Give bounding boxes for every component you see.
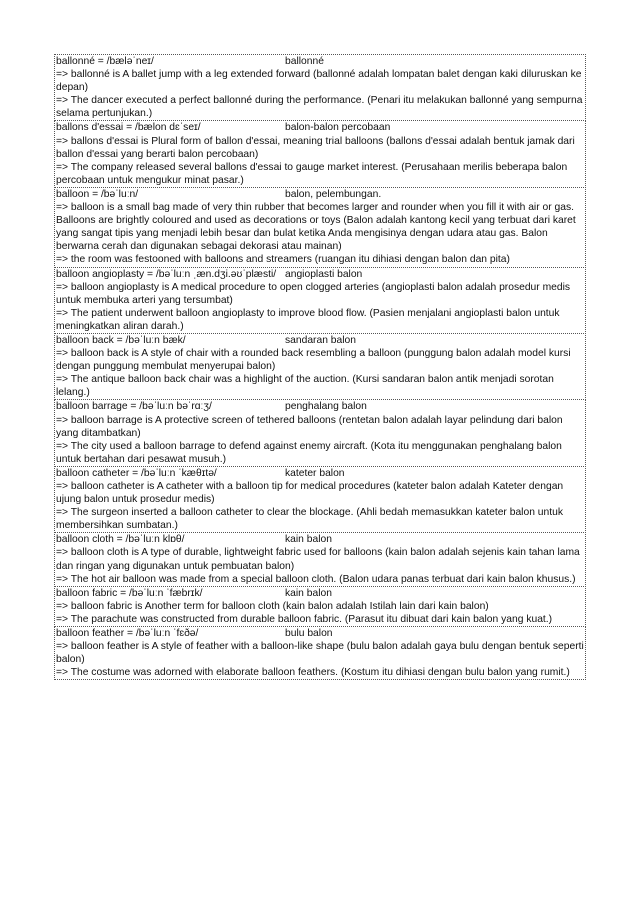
example-text: => The costume was adorned with elaborate balloon feathers. (Kostum itu dihiasi dengan bulu balon yang rumit.): [56, 667, 570, 679]
indonesian-translation: angioplasti balon: [285, 268, 363, 280]
headword-pronunciation: balloon back = /bəˈluːn bæk/: [56, 334, 186, 346]
dictionary-entry: [54, 267, 586, 334]
headword-pronunciation: ballons d'essai = /bælon dɛˈseɪ/: [56, 122, 201, 134]
dictionary-entry: [54, 399, 586, 466]
headword-pronunciation: ballonné = /bæləˈneɪ/: [56, 56, 154, 67]
indonesian-translation: ballonné: [285, 56, 324, 67]
example-text: => The dancer executed a perfect ballonné during the performance. (Penari itu melakukan ballonné yang sempurna selama pertunjukan.): [56, 95, 583, 120]
definition-text: => ballons d'essai is Plural form of ballon d'essai, meaning trial balloons (ballons d'essai adalah bentuk jamak dari ballon d'essai yang berarti balon percobaan): [56, 135, 575, 160]
entry-header: [56, 467, 585, 480]
example-text: => The company released several ballons d'essai to gauge market interest. (Perusahaan merilis beberapa balon percobaan untuk mengukur minat pasar.): [56, 161, 568, 186]
indonesian-translation: kain balon: [285, 587, 332, 599]
indonesian-translation: kain balon: [285, 534, 332, 546]
definition-text: => balloon barrage is A protective screen of tethered balloons (rentetan balon adalah layar pelindung dari balon yang ditambatkan): [56, 414, 563, 439]
entry-header: [56, 587, 585, 600]
dictionary-entry: [54, 187, 586, 268]
entry-header: [56, 268, 585, 281]
example-text: => The surgeon inserted a balloon catheter to clear the blockage. (Ahli bedah memasukkan kateter balon untuk membersihkan sumbatan.): [56, 507, 563, 532]
definition-text: => balloon cloth is A type of durable, lightweight fabric used for balloons (kain balon adalah sejenis kain tahan lama dan ringan yang digunakan untuk pembuatan balon): [56, 547, 580, 572]
dictionary-entry: [54, 626, 586, 680]
headword-pronunciation: balloon feather = /bəˈluːn ˈfɛðə/: [56, 628, 199, 640]
indonesian-translation: penghalang balon: [285, 401, 367, 413]
headword-pronunciation: balloon angioplasty = /bəˈluːn ˌæn.dʒi.əʊˈplæsti/: [56, 268, 277, 280]
definition-text: => balloon is a small bag made of very thin rubber that becomes larger and rounder when you fill it with air or gas. Balloons are brightly coloured and used as decorations or toys (Balon adalah kantong kecil yang terbuat dari karet yang sangat tipis yang menjadi lebih besar dan bulat ketika Anda mengisinya dengan udara atau gas. Balon berwarna cerah dan digunakan sebagai dekorasi atau mainan): [56, 202, 576, 253]
example-text: => The parachute was constructed from durable balloon fabric. (Parasut itu dibuat dari kain balon yang kuat.): [56, 613, 553, 625]
definition-text: => balloon back is A style of chair with a rounded back resembling a balloon (punggung balon adalah model kursi dengan punggung membulat menyerupai balon): [56, 348, 571, 373]
example-text: => The antique balloon back chair was a highlight of the auction. (Kursi sandaran balon antik menjadi sorotan lelang.): [56, 374, 554, 399]
example-text: => The city used a balloon barrage to defend against enemy aircraft. (Kota itu menggunakan penghalang balon untuk bertahan dari pesawat musuh.): [56, 440, 562, 465]
dictionary-entry: [54, 532, 586, 586]
indonesian-translation: balon, pelembungan.: [285, 188, 382, 200]
indonesian-translation: kateter balon: [285, 467, 345, 479]
definition-text: => ballonné is A ballet jump with a leg extended forward (ballonné adalah lompatan balet dengan kaki diluruskan ke depan): [56, 69, 582, 94]
entry-header: [56, 400, 585, 413]
definition-text: => balloon feather is A style of feather with a balloon-like shape (bulu balon adalah gaya bulu dengan bentuk seperti balon): [56, 641, 584, 666]
dictionary-entry: [54, 54, 586, 121]
headword-pronunciation: balloon cloth = /bəˈluːn klɒθ/: [56, 534, 185, 546]
entry-header: [56, 334, 585, 347]
definition-text: => balloon angioplasty is A medical procedure to open clogged arteries (angioplasti balon adalah prosedur medis untuk membuka arteri yang tersumbat): [56, 281, 571, 306]
indonesian-translation: sandaran balon: [285, 334, 356, 346]
example-text: => The hot air balloon was made from a special balloon cloth. (Balon udara panas terbuat dari kain balon khusus.): [56, 573, 576, 585]
example-text: => The patient underwent balloon angioplasty to improve blood flow. (Pasien menjalani angioplasti balon untuk meningkatkan aliran darah.): [56, 307, 560, 332]
indonesian-translation: bulu balon: [285, 628, 333, 640]
dictionary-entry: [54, 586, 586, 627]
headword-pronunciation: balloon = /bəˈluːn/: [56, 188, 139, 200]
entry-header: [56, 533, 585, 546]
headword-pronunciation: balloon catheter = /bəˈluːn ˈkæθɪtə/: [56, 467, 217, 479]
entry-header: [56, 188, 585, 201]
definition-text: => balloon catheter is A catheter with a balloon tip for medical procedures (kateter balon adalah Kateter dengan ujung balon untuk prosedur medis): [56, 481, 564, 506]
entry-header: [56, 55, 585, 68]
example-text: => the room was festooned with balloons and streamers (ruangan itu dihiasi dengan balon dan pita): [56, 254, 510, 266]
dictionary-entry: [54, 120, 586, 187]
dictionary-entry: [54, 333, 586, 400]
entry-header: [56, 627, 585, 640]
dictionary-document: [54, 55, 586, 680]
headword-pronunciation: balloon barrage = /bəˈluːn bəˈrɑːʒ/: [56, 401, 212, 413]
headword-pronunciation: balloon fabric = /bəˈluːn ˈfæbrɪk/: [56, 587, 203, 599]
indonesian-translation: balon-balon percobaan: [285, 122, 391, 134]
entry-header: [56, 121, 585, 134]
definition-text: => balloon fabric is Another term for balloon cloth (kain balon adalah Istilah lain dari kain balon): [56, 600, 489, 612]
dictionary-entry: [54, 466, 586, 533]
